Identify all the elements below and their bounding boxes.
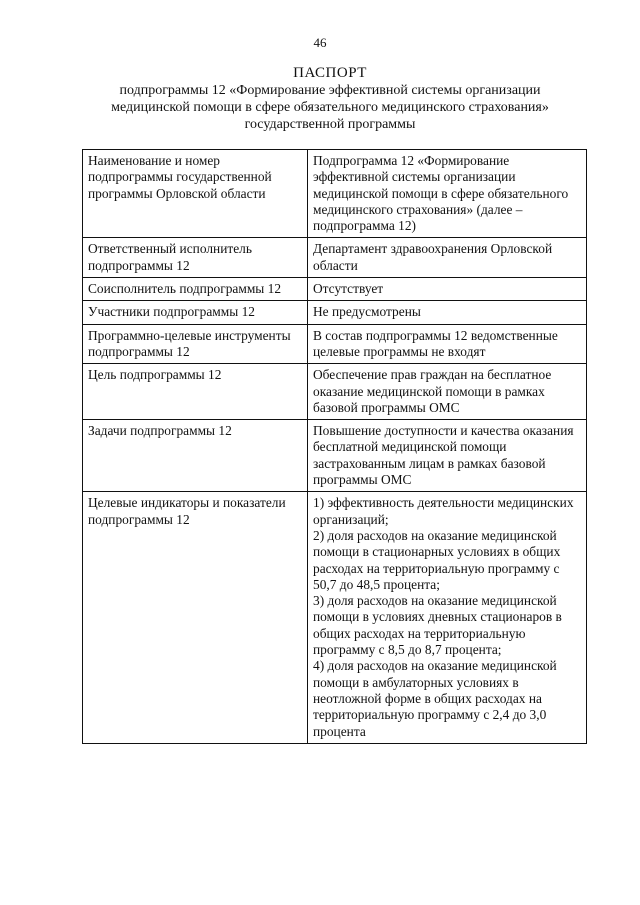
- indicator-item: 1) эффективность деятельности медицинских организаций;: [313, 495, 574, 527]
- page-number: 46: [313, 35, 327, 50]
- row-label: Участники подпрограммы 12: [83, 301, 308, 324]
- passport-table: [82, 149, 587, 744]
- subtitle-line-2: медицинской помощи в сфере обязательного медицинского страхования»: [111, 100, 549, 115]
- subtitle-line-1: подпрограммы 12 «Формирование эффективной системы организации: [119, 83, 541, 98]
- document-header: [60, 64, 600, 133]
- row-value: Отсутствует: [308, 278, 587, 301]
- indicator-item: 4) доля расходов на оказание медицинской помощи в амбулаторных условиях в неотложной форме в общих расходах на территориальную программу с 2,4 до 3,0 процента: [313, 658, 557, 739]
- row-label: Задачи подпрограммы 12: [83, 420, 308, 492]
- indicator-item: 3) доля расходов на оказание медицинской помощи в условиях дневных стационаров в общих расходах на территориальную программу с 8,5 до 8,7 процента;: [313, 593, 562, 658]
- row-value: Подпрограмма 12 «Формирование эффективной системы организации медицинской помощи в сфере обязательного медицинского страхования» (далее – подпрограмма 12): [308, 150, 587, 238]
- table-row-participants: [83, 301, 587, 324]
- row-label: Наименование и номер подпрограммы государственной программы Орловской области: [83, 150, 308, 238]
- table-row-name: [83, 150, 587, 238]
- row-value: В состав подпрограммы 12 ведомственные целевые программы не входят: [308, 324, 587, 364]
- row-label: Ответственный исполнитель подпрограммы 12: [83, 238, 308, 278]
- subtitle-line-3: государственной программы: [244, 117, 416, 132]
- row-label: Соисполнитель подпрограммы 12: [83, 278, 308, 301]
- table-row-tasks: [83, 420, 587, 492]
- table-row-indicators: [83, 492, 587, 743]
- row-value: Повышение доступности и качества оказания бесплатной медицинской помощи застрахованным лицам в рамках базовой программы ОМС: [308, 420, 587, 492]
- table-row-goal: [83, 364, 587, 420]
- row-label: Программно-целевые инструменты подпрограммы 12: [83, 324, 308, 364]
- row-value: Обеспечение прав граждан на бесплатное оказание медицинской помощи в рамках базовой программы ОМС: [308, 364, 587, 420]
- table-row-instruments: [83, 324, 587, 364]
- indicator-item: 2) доля расходов на оказание медицинской помощи в стационарных условиях в общих расходах на территориальную программу с 50,7 до 48,5 процента;: [313, 527, 561, 592]
- row-value: Департамент здравоохранения Орловской области: [308, 238, 587, 278]
- row-label: Цель подпрограммы 12: [83, 364, 308, 420]
- row-label: Целевые индикаторы и показатели подпрограммы 12: [83, 492, 308, 743]
- row-value: Не предусмотрены: [308, 301, 587, 324]
- table-row-executor: [83, 238, 587, 278]
- document-title: ПАСПОРТ: [293, 65, 367, 81]
- indicators-list: [308, 492, 587, 743]
- table-row-co-executor: [83, 278, 587, 301]
